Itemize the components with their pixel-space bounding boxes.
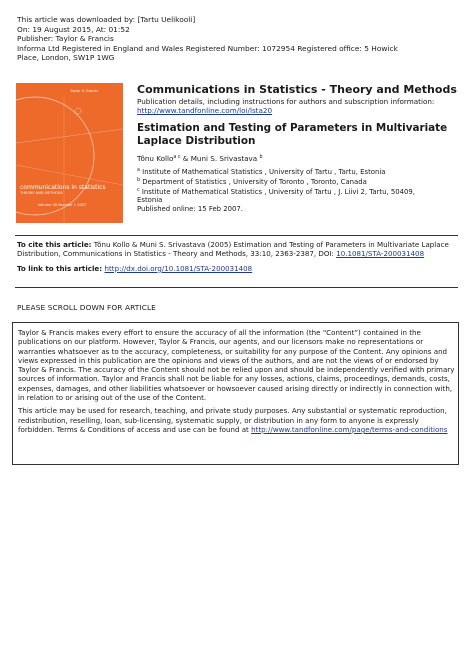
affiliation-text: Institute of Mathematical Statistics , University of Tartu , J. Liivi 2, Tartu, 50409,	[141, 187, 415, 196]
download-header	[17, 15, 457, 63]
journal-link[interactable]: http://www.tandfonline.com/loi/lsta20	[137, 106, 273, 115]
article-title-line: Estimation and Testing of Parameters in Multivariate	[137, 122, 448, 134]
publication-details	[137, 97, 434, 115]
author-name: Tõnu Kollo	[137, 154, 174, 163]
header-line: This article was downloaded by: [Tartu Uelikooli]	[17, 15, 196, 24]
header-line: Publisher: Taylor & Francis	[17, 34, 114, 44]
author-superscript: a c	[173, 155, 181, 160]
cite-text: Distribution, Communications in Statistics - Theory and Methods, 33:10, 2363-2387, DOI:	[17, 249, 337, 259]
disclaimer-text	[18, 328, 455, 438]
disclaimer-paragraph	[18, 406, 455, 434]
header-line: On: 19 August 2015, At: 01:52	[17, 24, 130, 34]
link-label: To link to this article:	[17, 263, 105, 273]
terms-text: This article may be used for research, teaching, and private study purposes. Any substantial or systematic reproduction, redistribution, reselling, loan, sub-licensing, systematic supply, or distribution in any form to anyone is expressly forbidden. Terms & Conditions of access and use can be found at	[18, 406, 447, 434]
disclaimer-paragraph: Taylor & Francis makes every effort to ensure the accuracy of all the information (the “Content”) contained in the publications on our platform. However, Taylor & Francis, our agents, and our licensors make no representations or warranties whatsoever as to the accuracy, completeness, or suitability for any purpose of the Content. Any opinions and views expressed in this publication are the opinions and views of the authors, and are not the views of or endorsed by Taylor & Francis. The accuracy of the Content should not be relied upon and should be independently verified with primary sources of information. Taylor and Francis shall not be liable for any losses, actions, claims, proceedings, demands, costs, expenses, damages, and other liabilities whatsoever or howsoever caused arising directly or indirectly in connection with, in relation to or arising out of the use of the Content.	[18, 328, 455, 403]
affiliation-superscript: c	[137, 187, 140, 193]
published-date: Published online: 15 Feb 2007.	[137, 205, 243, 214]
author-list	[137, 153, 263, 163]
journal-title: Communications in Statistics - Theory and Methods	[137, 83, 457, 96]
affiliation	[137, 167, 457, 177]
journal-cover-image	[16, 83, 123, 223]
author-separator: &	[180, 154, 191, 163]
affiliation	[137, 177, 457, 187]
doi-link[interactable]: 10.1081/STA-200031408	[336, 249, 425, 259]
article-title	[137, 122, 447, 147]
affiliation-text: Institute of Mathematical Statistics , University of Tartu , Tartu, Estonia	[142, 168, 386, 176]
disclaimer-box	[12, 322, 459, 465]
divider	[15, 287, 458, 288]
terms-link[interactable]: http://www.tandfonline.com/page/terms-and-conditions	[251, 424, 448, 434]
article-title-line: Laplace Distribution	[137, 134, 256, 147]
cover-subtitle: THEORY AND METHODS	[20, 191, 63, 195]
affiliation-superscript: b	[137, 177, 141, 183]
cover-graphic	[16, 83, 123, 223]
divider	[15, 235, 458, 236]
affiliation-superscript: a	[137, 168, 140, 173]
publisher-logo: Taylor & Francis	[70, 89, 99, 93]
affiliation-continued: Estonia	[137, 196, 163, 205]
affiliation-text: Department of Statistics , University of Toronto , Toronto, Canada	[142, 177, 367, 186]
affiliation	[137, 187, 457, 197]
article-link[interactable]: http://dx.doi.org/10.1081/STA-200031408	[104, 263, 253, 273]
details-text: Publication details, including instructions for authors and subscription information:	[137, 97, 435, 106]
cover-volume: Volume 36 Number 1 2007	[38, 203, 87, 207]
scroll-notice: PLEASE SCROLL DOWN FOR ARTICLE	[17, 303, 156, 312]
cite-label: To cite this article:	[17, 240, 92, 249]
header-line: Place, London, SW1P 1WG	[17, 53, 115, 63]
author-name: Muni S. Srivastava	[190, 154, 258, 163]
author-superscript: b	[259, 155, 263, 160]
header-line: Informa Ltd Registered in England and Wales Registered Number: 1072954 Registered office: 5 Howick	[17, 43, 398, 53]
affiliations	[137, 167, 457, 214]
citation-block	[17, 240, 457, 273]
cite-text: Tõnu Kollo & Muni S. Srivastava (2005) Estimation and Testing of Parameters in Multivariate Laplace	[91, 240, 449, 249]
cover-title: communications in statistics	[20, 184, 106, 191]
